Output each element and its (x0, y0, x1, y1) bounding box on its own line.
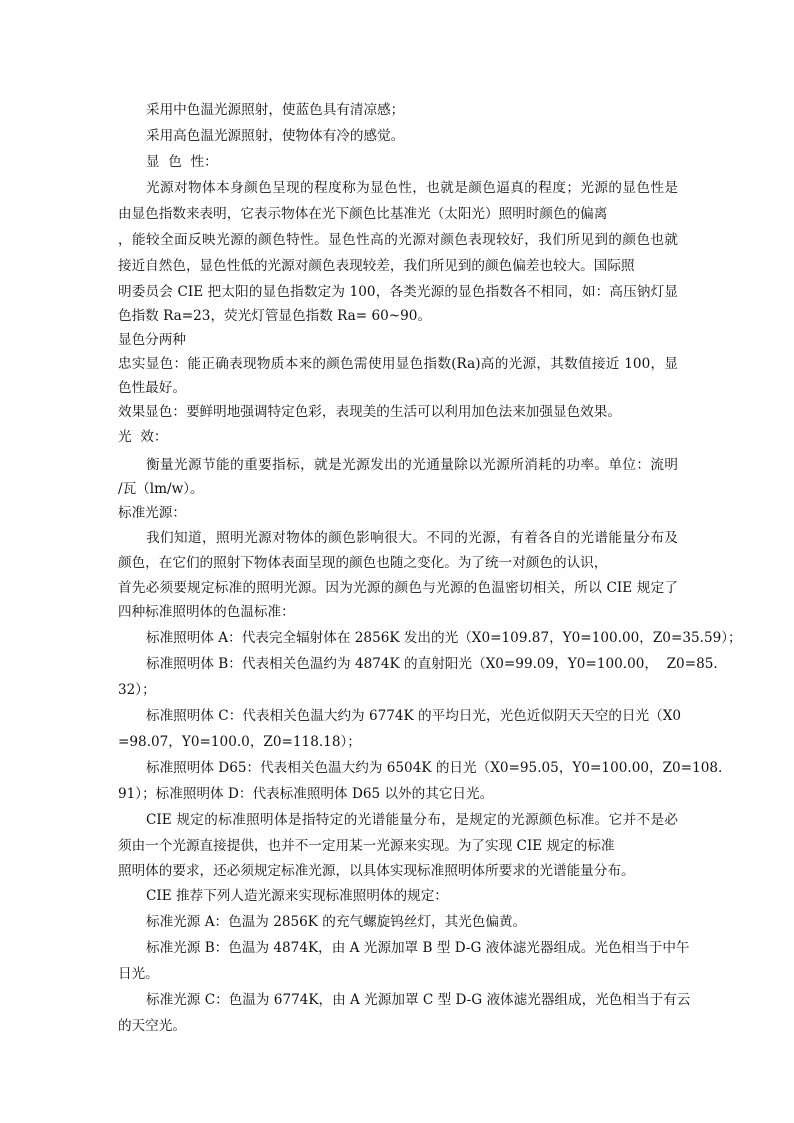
text-line: 颜色，在它们的照射下物体表面呈现的颜色也随之变化。为了统一对颜色的认识， (118, 555, 608, 571)
text-line: 须由一个光源直接提供，也并不一定用某一光源来实现。为了实现 CIE 规定的标准 (118, 838, 615, 854)
text-line: ，能较全面反映光源的颜色特性。显色性高的光源对颜色表现较好，我们所见到的颜色也就 (118, 232, 678, 248)
text-line: 标准光源 B：色温为 4874K，由 A 光源加罩 B 型 D-G 液体滤光器组成。光色相当于中午 (146, 940, 690, 956)
text-line: 光源对物体本身颜色呈现的程度称为显色性，也就是颜色逼真的程度；光源的显色性是 (146, 180, 678, 196)
text-line: 色指数 Ra=23，荧光灯管显色指数 Ra= 60~90。 (118, 308, 432, 324)
section-heading: 光 效： (118, 429, 168, 445)
text-line: 标准光源 A：色温为 2856K 的充气螺旋钨丝灯，其光色偏黄。 (146, 914, 527, 930)
section-heading: 标准光源： (118, 505, 186, 521)
text-line: 照明体的要求，还必须规定标准光源，以具体实现标准照明体所要求的光谱能量分布。 (118, 863, 635, 879)
text-line: 标准照明体 D65：代表相关色温大约为 6504K 的日光（X0=95.05，Y0=100.00，Z0=108. (146, 760, 723, 776)
text-line: 标准光源 C：色温为 6774K，由 A 光源加罩 C 型 D-G 液体滤光器组成，光色相当于有云 (146, 992, 691, 1008)
text-line: /瓦（lm/w）。 (118, 481, 204, 497)
text-line: 32）； (118, 682, 156, 698)
text-line: CIE 推荐下列人造光源来实现标准照明体的规定： (146, 888, 448, 904)
text-line: 标准照明体 C：代表相关色温大约为 6774K 的平均日光，光色近似阴天天空的日光（X0 (146, 708, 682, 724)
text-line: 由显色指数来表明，它表示物体在光下颜色比基准光（太阳光）照明时颜色的偏离 (118, 206, 608, 222)
text-line: 明委员会 CIE 把太阳的显色指数定为 100，各类光源的显色指数各不相同，如：高压钠灯显 (118, 284, 678, 300)
section-heading: 显 色 性： (146, 154, 218, 170)
text-line: 衡量光源节能的重要指标，就是光源发出的光通量除以光源所消耗的功率。单位：流明 (146, 457, 678, 473)
text-line: 标准照明体 A：代表完全辐射体在 2856K 发出的光（X0=109.87，Y0=100.00，Z0=35.59）； (146, 630, 742, 646)
text-line: 91）；标准照明体 D：代表标准照明体 D65 以外的其它日光。 (118, 786, 494, 802)
text-line: 接近自然色，显色性低的光源对颜色表现较差，我们所见到的颜色偏差也较大。国际照 (118, 258, 635, 274)
text-line: 采用高色温光源照射，使物体有冷的感觉。 (146, 128, 405, 144)
text-line: 的天空光。 (118, 1018, 186, 1034)
text-line: CIE 规定的标准照明体是指特定的光谱能量分布，是规定的光源颜色标准。它并不是必 (146, 812, 678, 828)
text-line: 忠实显色：能正确表现物质本来的颜色需使用显色指数(Ra)高的光源，其数值接近 100，显 (118, 356, 678, 372)
text-line: 四种标准照明体的色温标准： (118, 604, 295, 620)
text-line: 标准照明体 B：代表相关色温约为 4874K 的直射阳光（X0=99.09，Y0=100.00， Z0=85. (146, 656, 718, 672)
text-line: 首先必须要规定标准的照明光源。因为光源的颜色与光源的色温密切相关，所以 CIE 规定了 (118, 580, 678, 596)
section-heading: 显色分两种 (118, 332, 186, 348)
text-line: 我们知道，照明光源对物体的颜色影响很大。不同的光源，有着各自的光谱能量分布及 (146, 530, 678, 546)
text-line: 采用中色温光源照射，使蓝色具有清凉感； (146, 102, 405, 118)
text-line: 日光。 (118, 966, 159, 982)
text-line: 效果显色：要鲜明地强调特定色彩，表现美的生活可以利用加色法来加强显色效果。 (118, 404, 621, 420)
text-line: =98.07，Y0=100.0，Z0=118.18）； (118, 734, 361, 750)
text-line: 色性最好。 (118, 380, 186, 396)
